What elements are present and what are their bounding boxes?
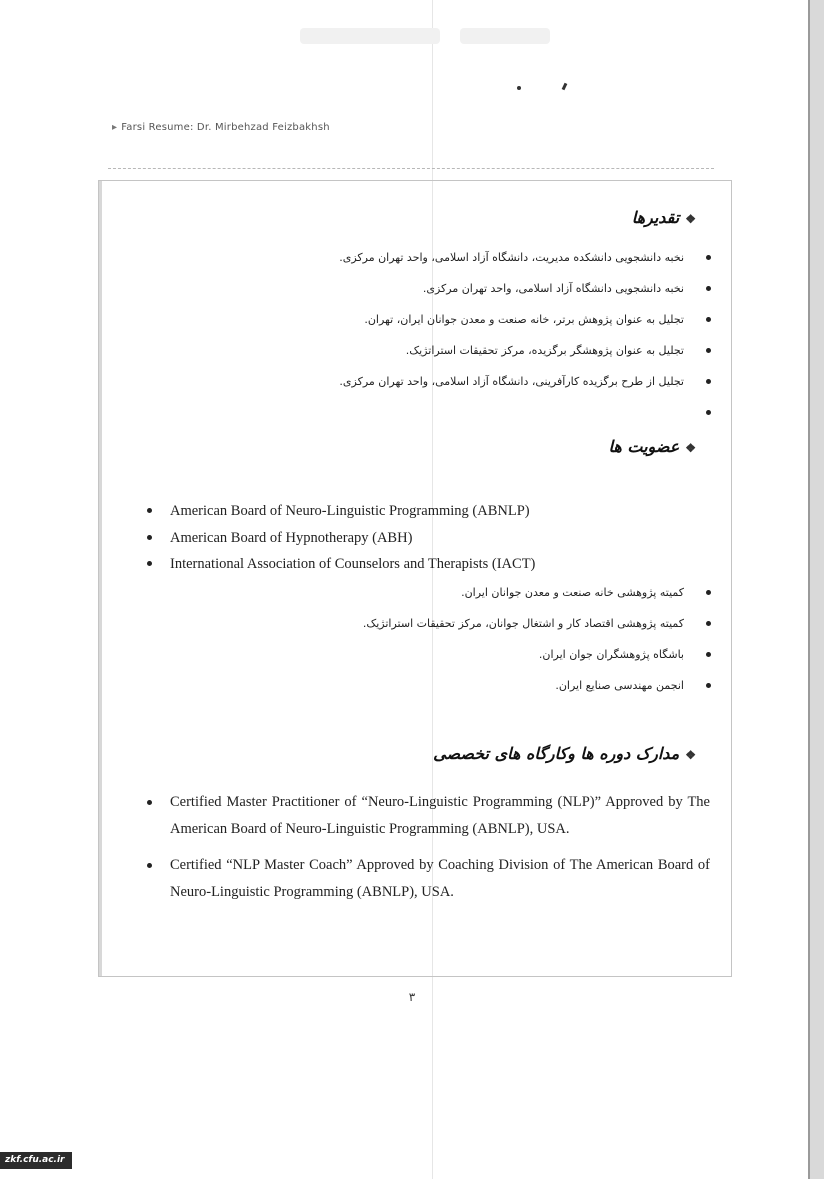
faded-letterhead-2 xyxy=(460,28,550,44)
memberships-persian-list xyxy=(363,582,684,706)
page-number: ۳ xyxy=(408,990,416,1004)
list-item: تجلیل از طرح برگزیده کارآفرینی، دانشگاه آزاد اسلامی، واحد تهران مرکزی. xyxy=(339,371,684,402)
diamond-dots-icon: ❖ xyxy=(685,441,696,455)
list-item: نخبه دانشجویی دانشگاه آزاد اسلامی، واحد تهران مرکزی. xyxy=(339,278,684,309)
list-item: انجمن مهندسی صنایع ایران. xyxy=(363,675,684,706)
diamond-dots-icon: ❖ xyxy=(685,212,696,226)
site-watermark: zkf.cfu.ac.ir xyxy=(0,1152,72,1169)
list-item: International Association of Counselors and Therapists (IACT) xyxy=(146,553,535,580)
list-item: تجلیل به عنوان پژوهشگر برگزیده، مرکز تحقیقات استراتژیک. xyxy=(339,340,684,371)
memberships-heading-text: عضویت ها xyxy=(608,437,680,456)
running-header xyxy=(112,122,330,133)
scanned-page-edge xyxy=(808,0,824,1179)
list-item: باشگاه پژوهشگران جوان ایران. xyxy=(363,644,684,675)
awards-heading-text: تقدیرها xyxy=(631,208,680,227)
memberships-english-list xyxy=(146,500,535,580)
ink-tick xyxy=(562,83,568,91)
list-item: Certified “NLP Master Coach” Approved by Coaching Division of The American Board of Neuro-Linguistic Programming (ABNLP), USA. xyxy=(146,852,710,906)
certificates-heading-text: مدارک دوره ها وکارگاه های تخصصی xyxy=(433,744,680,763)
certificates-list xyxy=(146,789,710,915)
triangle-right-icon: ▸ xyxy=(112,122,118,133)
list-item: تجلیل به عنوان پژوهش برتر، خانه صنعت و معدن جوانان ایران، تهران. xyxy=(339,309,684,340)
list-item: Certified Master Practitioner of “Neuro-Linguistic Programming (NLP)” Approved by The American Board of Neuro-Linguistic Programming (ABNLP), USA. xyxy=(146,789,710,843)
header-divider xyxy=(108,168,714,169)
faded-letterhead xyxy=(300,28,440,44)
awards-heading xyxy=(632,208,696,227)
memberships-heading xyxy=(609,437,697,456)
certificates-heading xyxy=(433,744,696,763)
diamond-dots-icon: ❖ xyxy=(685,748,696,762)
list-item: American Board of Neuro-Linguistic Programming (ABNLP) xyxy=(146,500,535,527)
list-item: نخبه دانشجویی دانشکده مدیریت، دانشگاه آزاد اسلامی، واحد تهران مرکزی. xyxy=(339,247,684,278)
ink-dot xyxy=(517,86,521,90)
list-item-empty xyxy=(339,402,684,433)
list-item: کمیته پژوهشی خانه صنعت و معدن جوانان ایران. xyxy=(363,582,684,613)
running-header-text: Farsi Resume: Dr. Mirbehzad Feizbakhsh xyxy=(121,122,330,133)
list-item: کمیته پژوهشی اقتصاد کار و اشتغال جوانان، مرکز تحقیقات استراتژیک. xyxy=(363,613,684,644)
list-item: American Board of Hypnotherapy (ABH) xyxy=(146,527,535,554)
awards-list xyxy=(339,247,684,433)
